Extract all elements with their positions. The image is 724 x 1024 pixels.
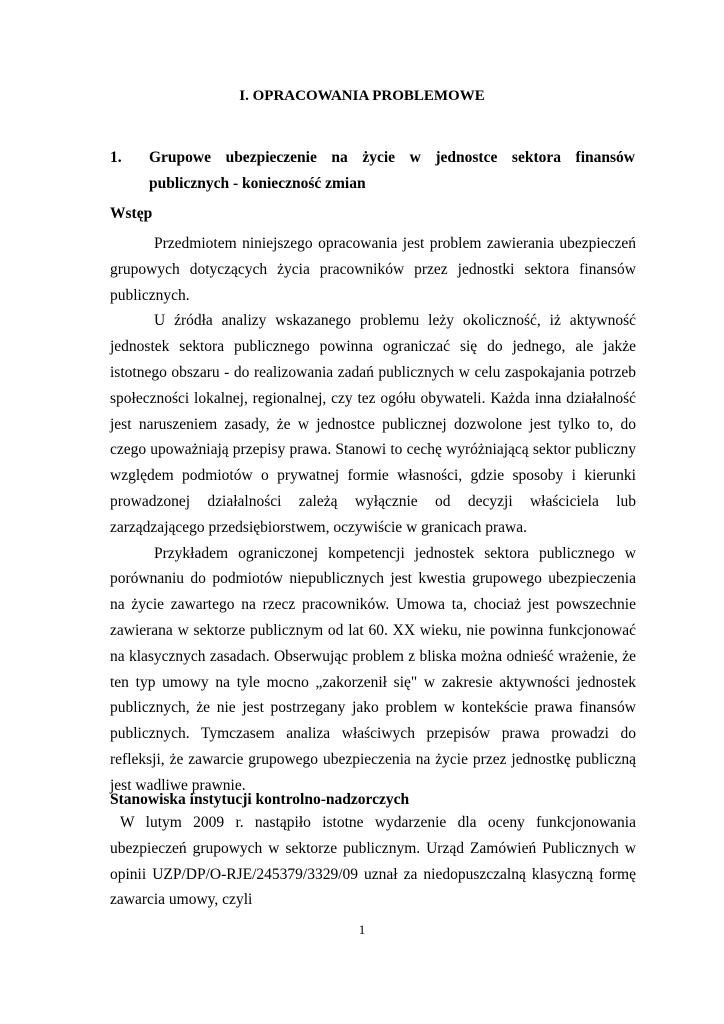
page-number: 1 [358, 922, 366, 937]
intro-heading: Wstęp [110, 205, 153, 222]
section-title [110, 145, 635, 197]
positions-heading: Stanowiska instytucji kontrolno-nadzorczych [110, 791, 410, 808]
chapter-title: I. OPRACOWANIA PROBLEMOWE [239, 88, 485, 104]
intro-paragraph-2: U źródła analizy wskazanego problemu leży okoliczność, iż aktywność jednostek sektora publicznego powinna ograniczać się do jednego, ale jakże istotnego obszaru - do realizowania zadań publicznych w celu zaspokajania potrzeb społeczności lokalnej, regionalnej, czy tez ogółu obywateli. Każda inna działalność jest naruszeniem zasady, że w jednostce publicznej dozwolone jest tylko to, do czego upoważniają przepisy prawa. Stanowi to cechę wyróżniającą sektor publiczny względem podmiotów o prywatnej formie własności, gdzie sposoby i kierunki prowadzonej działalności zależą wyłącznie od decyzji właściciela lub zarządzającego przedsiębiorstwem, oczywiście w granicach prawa. [110, 312, 636, 536]
intro-paragraph-3: Przykładem ograniczonej kompetencji jednostek sektora publicznego w porównaniu do podmiotów niepublicznych jest kwestia grupowego ubezpieczenia na życie zawartego na rzecz pracowników. Umowa ta, chociaż jest powszechnie zawierana w sektorze publicznym od lat 60. XX wieku, nie powinna funkcjonować na klasycznych zasadach. Obserwując problem z bliska można odnieść wrażenie, że ten typ umowy na tyle mocno „zakorzenił się" w zakresie aktywności jednostek publicznych, że nie jest postrzegany jako problem w kontekście prawa finansów publicznych. Tymczasem analiza właściwych przepisów prawa prowadzi do refleksji, że zawarcie grupowego ubezpieczenia na życie przez jednostkę publiczną jest wadliwe prawnie. [110, 544, 636, 794]
intro-paragraph-1: Przedmiotem niniejszego opracowania jest problem zawierania ubezpieczeń grupowych dotyczących życia pracowników przez jednostki sektora finansów publicznych. [110, 235, 636, 304]
positions-body [110, 810, 636, 913]
positions-paragraph: W lutym 2009 r. nastąpiło istotne wydarzenie dla oceny funkcjonowania ubezpieczeń grupowych w sektorze publicznym. Urząd Zamówień Publicznych w opinii UZP/DP/O-RJE/245379/3329/09 uznał za niedopuszczalną klasyczną formę zawarcia umowy, czyli [110, 814, 636, 909]
section-title-text: Grupowe ubezpieczenie na życie w jednostce sektora finansów publicznych - konieczność zmian [149, 149, 635, 192]
section-number: 1. [110, 149, 122, 166]
intro-body [110, 231, 636, 799]
